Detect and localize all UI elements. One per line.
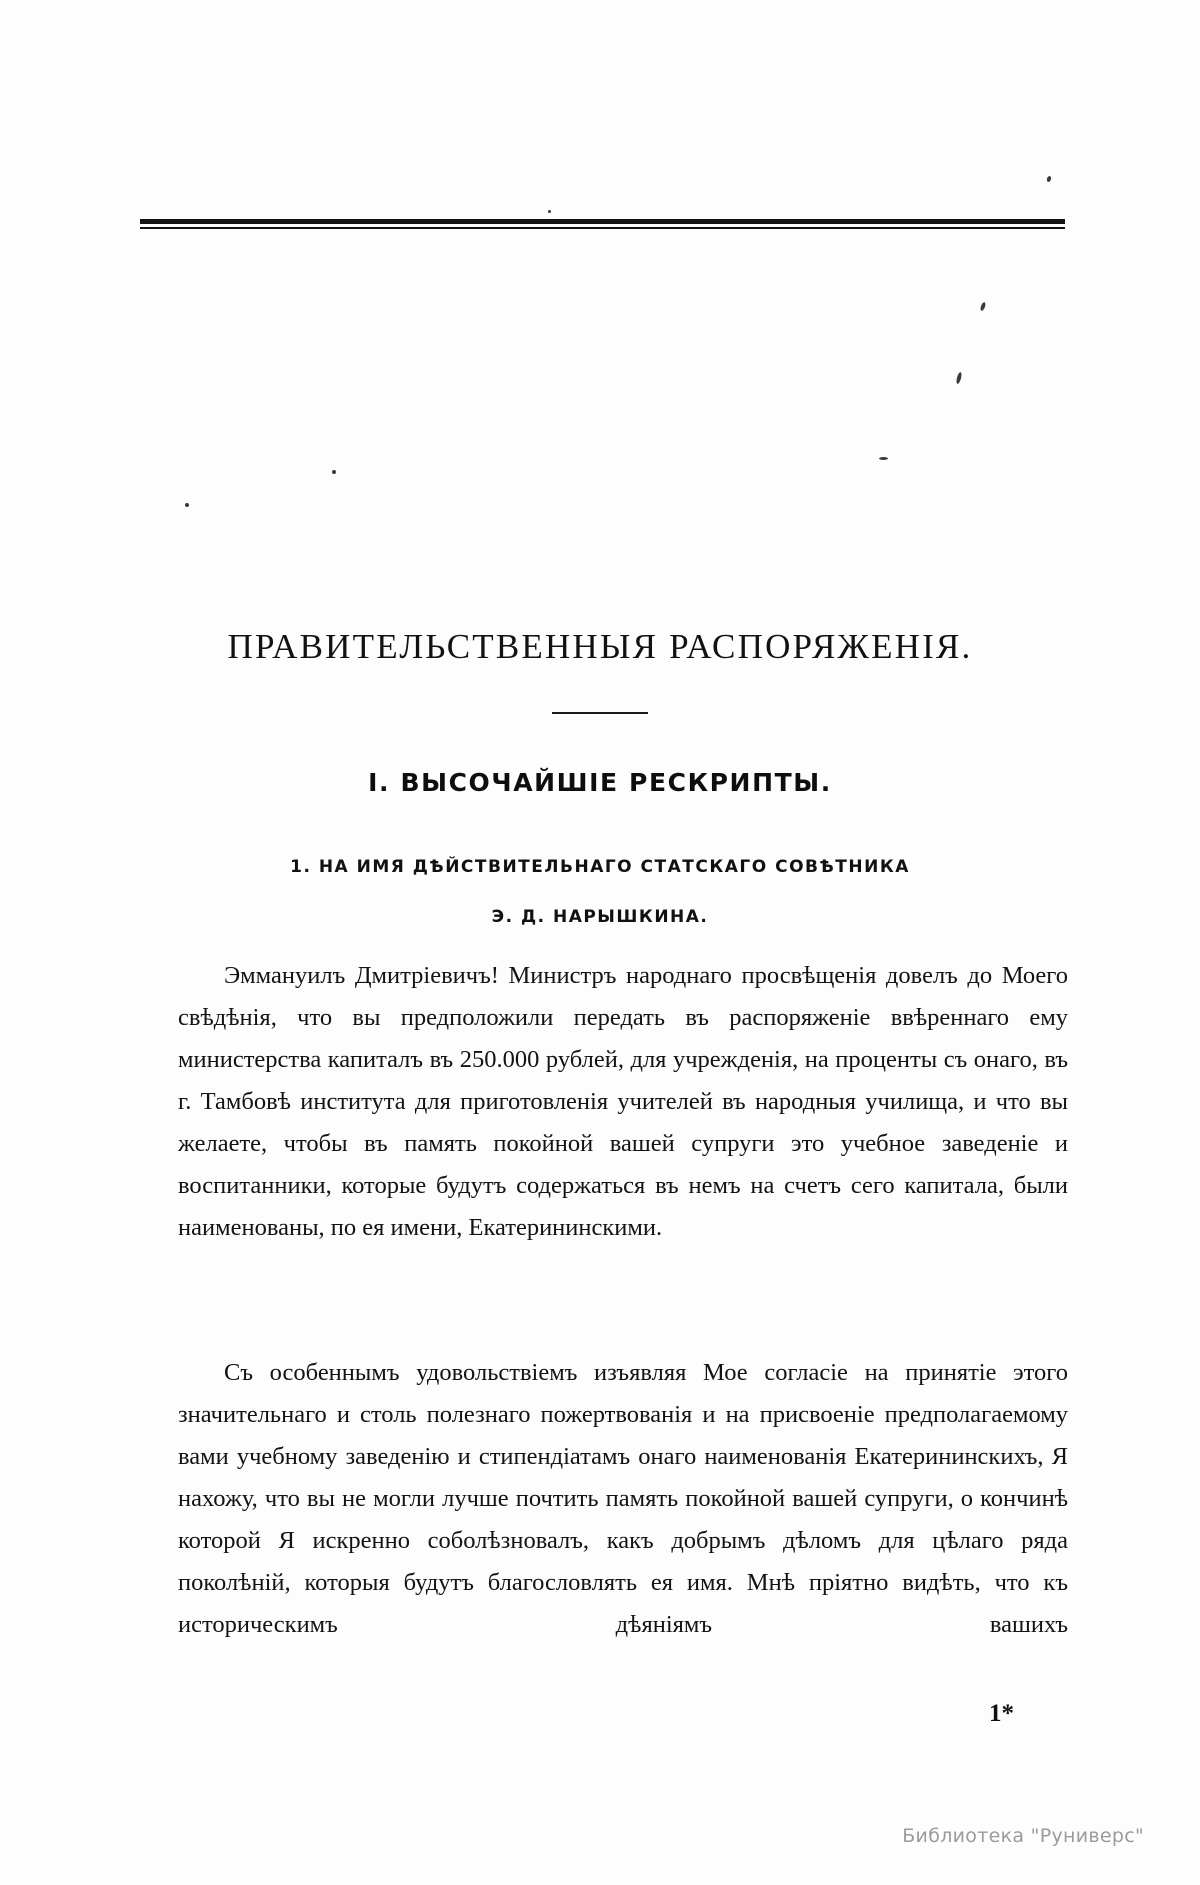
library-watermark: Библиотека "Руниверс" [902, 1825, 1144, 1847]
scan-speck [185, 503, 189, 507]
scan-speck [548, 210, 551, 213]
header-rule-thick [140, 219, 1065, 224]
paragraph-text: Эммануилъ Дмитріевичъ! Министръ народнаго просвѣщенія довелъ до Моего свѣдѣнія, что вы предположили передать въ распоряженіе ввѣреннаго ему министерства капиталъ въ 250.000 рублей, для учрежденія, на проценты съ онаго, въ г. Тамбовѣ института для приготовленія учителей въ народныя училища, и что вы желаете, чтобы въ память покойной вашей супруги это учебное заведеніе и воспитанники, которые будутъ содержаться въ немъ на счетъ сего капитала, были наименованы, по ея имени, Екатерининскими. [178, 962, 1068, 1241]
page-title: ПРАВИТЕЛЬСТВЕННЫЯ РАСПОРЯЖЕНІЯ. [227, 627, 973, 666]
header-rule-thin [140, 227, 1065, 229]
scan-speck [980, 302, 987, 312]
body-paragraph-2 [178, 1352, 1068, 1646]
scan-speck [332, 470, 336, 474]
page-signature: 1* [989, 1700, 1014, 1727]
body-paragraph-1 [178, 955, 1068, 1249]
scan-speck [879, 457, 888, 460]
scan-speck [956, 372, 963, 385]
subsection-heading-line-2: Э. Д. НАРЫШКИНА. [491, 907, 709, 927]
title-divider [552, 712, 648, 714]
subsection-heading-line-1: 1. НА ИМЯ ДѢЙСТВИТЕЛЬНАГО СТАТСКАГО СОВѢТНИКА [290, 857, 910, 877]
paragraph-text: Съ особеннымъ удовольствіемъ изъявляя Мое согласіе на принятіе этого значительнаго и столь полезнаго пожертвованія и на присвоеніе предполагаемому вами учебному заведенію и стипендіатамъ онаго наименованія Екатерининскихъ, Я нахожу, что вы не могли лучше почтить память покойной вашей супруги, о кончинѣ которой Я искренно соболѣзновалъ, какъ добрымъ дѣломъ для цѣлаго ряда поколѣній, которыя будутъ благословлять ея имя. Мнѣ пріятно видѣть, что къ историческимъ дѣяніямъ вашихъ [178, 1359, 1068, 1638]
section-heading: I. ВЫСОЧАЙШІЕ РЕСКРИПТЫ. [368, 768, 832, 797]
scan-speck [1046, 176, 1052, 183]
